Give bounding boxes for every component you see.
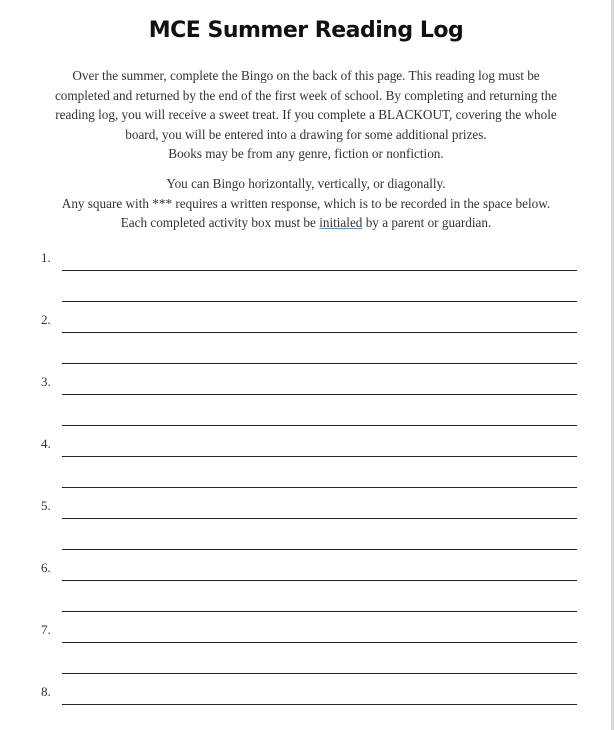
writing-line[interactable] [62,363,577,364]
intro-line: reading log, you will receive a sweet treat. If you complete a BLACKOUT, covering the whole [55,107,557,122]
rule-line-1: You can Bingo horizontally, vertically, or diagonally. [166,176,446,191]
entry-number: 5. [41,498,51,513]
entry-number: 1. [41,250,51,265]
writing-line[interactable] [62,642,577,643]
intro-line: Books may be from any genre, fiction or nonfiction. [168,146,444,161]
entry-number: 2. [41,312,51,327]
writing-line[interactable] [62,611,577,612]
entry-number: 8. [41,684,51,699]
intro-line: board, you will be entered into a drawing for some additional prizes. [125,126,487,142]
intro-line: Over the summer, complete the Bingo on the back of this page. This reading log must be [72,68,540,83]
entry-number: 7. [41,622,51,637]
rule-text: Each completed activity box must be [120,215,320,230]
initialed-word: initialed [319,215,363,230]
writing-line[interactable] [62,332,577,333]
entry-number: 4. [41,436,51,451]
writing-line[interactable] [62,456,577,457]
writing-line[interactable] [62,673,577,674]
rule-text: by a parent or guardian. [362,215,492,230]
writing-line[interactable] [62,394,577,395]
writing-line[interactable] [62,549,577,550]
rule-line-2: Any square with *** requires a written response, which is to be recorded in the space below. [61,195,551,211]
page-title: MCE Summer Reading Log [148,18,464,43]
writing-line[interactable] [62,425,577,426]
entry-number: 6. [41,560,51,575]
writing-line[interactable] [62,270,577,271]
writing-line[interactable] [62,580,577,581]
writing-line[interactable] [62,301,577,302]
writing-line[interactable] [62,487,577,488]
writing-line[interactable] [62,518,577,519]
intro-line: completed and returned by the end of the first week of school. By completing and returning the [54,87,558,103]
entry-number: 3. [41,374,51,389]
writing-line[interactable] [62,704,577,705]
